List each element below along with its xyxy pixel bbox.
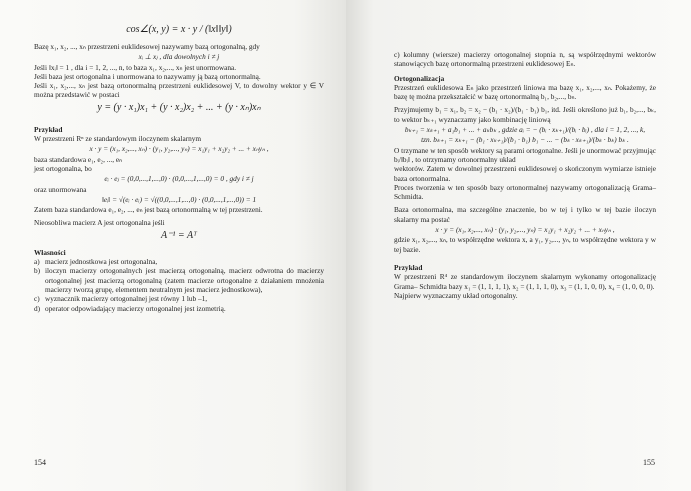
cosine-formula: cos∠(x, y) = x · y / (‖x‖‖y‖) [126,24,232,35]
example-ei-ej: eᵢ · eⱼ = (0,0,...,1,...,0) · (0,0,...,1,...,0) = 0 , gdy i ≠ j [104,174,254,184]
example-intro: W przestrzeni Rⁿ ze standardowym iloczynem skalarnym [34,134,202,144]
example-norm-intro: oraz unormowana [34,184,87,194]
orthogonalization-p6: Baza ortonormalna, ma szczególne znaczenie, bo w tej i tylko w tej bazie iloczyn skalarny ma postać [394,205,656,224]
example-standard-basis: baza standardowa e₁, e₂, ..., eₙ [34,154,123,164]
property-c: c) wyznacznik macierzy ortogonalnej jest równy 1 lub –1, [34,294,208,304]
example-norm-formula: ‖eᵢ‖ = √(eᵢ · eᵢ) = √((0,0,...,1,...,0) · (0,0,...,1,...,0)) = 1 [101,194,257,204]
representation-formula: y = (y · x₁)x₁ + (y · x₂)x₂ + ... + (y · xₙ)xₙ [97,101,261,113]
property-b: b) iloczyn macierzy ortogonalnych jest macierzą ortogonalną, macierz odwrotna do macierzy ortogonalnej jest macierzą ortogonalną (zatem macierze ortogonalne z działaniem mnożenia macierzy tworzą grupę, elementem neutralnym jest macierz jednostkowa), [34,266,324,294]
orthogonalization-formula-2: tzn. bₖ₊₁ = xₖ₊₁ − (b₁ · xₖ₊₁)/(b₁ · b₁) b₁ − ... − (bₖ · xₖ₊₁)/(bₖ · bₖ) bₖ . [421,135,629,145]
orthogonalization-p7: gdzie x₁, x₂,..., xₙ, to współrzędne wektora x, a y₁, y₂,..., yₙ, to współrzędne wektora y w tej bazie. [394,235,656,254]
example-conclusion: Zatem baza standardowa e₁, e₂, ..., eₙ jest bazą ortonormalną w tej przestrzeni. [34,205,263,215]
basis-condition: xᵢ ⊥ xⱼ , dla dowolnych i ≠ j [138,52,220,62]
orthogonalization-p2: Przyjmujemy b₁ = x₁, b₂ = x₂ − (b₁ · x₂)/(b₁ · b₁) b₁, itd. Jeśli określono już b₁, b₂,..., bₖ, to wektor bₖ₊₁ wyznaczamy jako kombinację liniową [394,105,656,124]
item-c: c) kolumny (wiersze) macierzy ortogonalnej stopnia n, są współrzędnymi wektorów stanowiących bazę ortonormalną przestrzeni euklidesowej Eₙ. [394,50,656,69]
properties-list [34,257,324,313]
orthonormal-definition: Jeśli ‖xᵢ‖ = 1 , dla i = 1, 2, ..., n, to baza x₁, x₂,..., xₙ jest unormowana. [34,62,237,72]
example-title-right: Przykład [394,262,423,272]
orthogonalization-p5: Proces tworzenia w ten sposób bazy ortonormalnej nazywamy ortogonalizacją Grama–Schmidta. [394,182,656,202]
example-right-p2: Najpierw wyznaczamy układ ortogonalny. [394,290,518,300]
page-number-right: 155 [643,458,655,467]
example-title: Przykład [34,124,63,134]
orthogonalization-p1: Przestrzeń euklidesowa Eₙ jako przestrzeń liniowa ma bazę x₁, x₂,..., xₙ. Pokażemy, że bazę tę można przekształcić w bazę ortonormalną b₁, b₂,..., bₙ. [394,82,656,102]
right-column [394,50,656,300]
representation-text: Jeśli x₁, x₂,..., xₙ jest bazą ortonormalną przestrzeni euklidesowej V, to dowolny wektor y ∈ V można przedstawić w postaci [34,81,324,100]
orthonormal-definition-2: Jeśli baza jest ortogonalna i unormowana to nazywamy ją bazą ortonormalną. [34,71,261,81]
example-dot-formula: x · y = (x₁, x₂,..., xₙ) · (y₁, y₂,..., yₙ) = x₁y₁ + x₂y₂ + ... + xₙyₙ , [89,144,269,154]
left-column [34,22,324,313]
orthogonalization-formula-1: bₖ₊₁ = xₖ₊₁ + a₁b₁ + ... + aₖbₖ , gdzie aᵢ = − (bᵢ · xₖ₊₁)/(bᵢ · bᵢ) , dla i = 1, 2, ..., k, [404,125,646,135]
basis-definition: Bazę x₁, x₂, ..., xₙ przestrzeni euklidesowej nazywamy bazą ortogonalną, gdy [34,42,260,51]
example-right-p1: W przestrzeni R⁴ ze standardowym iloczynem skalarnym wykonamy ortogonalizację Grama– Schmidta bazy x₁ = (1, 1, 1, 1), x₂ = (1, 1, 1, 0), x₃ = (1, 1, 0, 0), x₄ = (1, 0, 0, 0). [394,272,656,291]
property-d: d) operator odpowiadający macierzy ortogonalnej jest izometrią. [34,303,226,313]
page-number-left: 154 [34,458,46,467]
matrix-formula: A⁻¹ = Aᵀ [161,229,197,241]
example-orthogonal: jest ortogonalna, bo [34,163,92,173]
orthogonalization-formula-3: x · y = (x₁, x₂,..., xₙ) · (y₁, y₂,..., yₙ) = x₁y₁ + x₂y₂ + ... + xₙyₙ , [435,225,615,235]
right-page [346,0,691,491]
properties-title: Własności [34,247,66,257]
orthogonalization-p3: O trzymane w ten sposób wektory są parami ortogonalne. Jeśli je unormować przyjmując bᵢ/‖bᵢ‖ , to otrzymamy ortonormalny układ [394,145,656,164]
matrix-definition: Nieosobliwa macierz A jest ortogonalna jeśli [34,218,165,228]
property-a: a) macierz jednostkowa jest ortogonalna, [34,257,158,267]
orthogonalization-p4: wektorów. Zatem w dowolnej przestrzeni euklidesowej o skończonym wymiarze istnieje baza ortonormalna. [394,164,656,183]
orthogonalization-title: Ortogonalizacja [394,73,445,83]
